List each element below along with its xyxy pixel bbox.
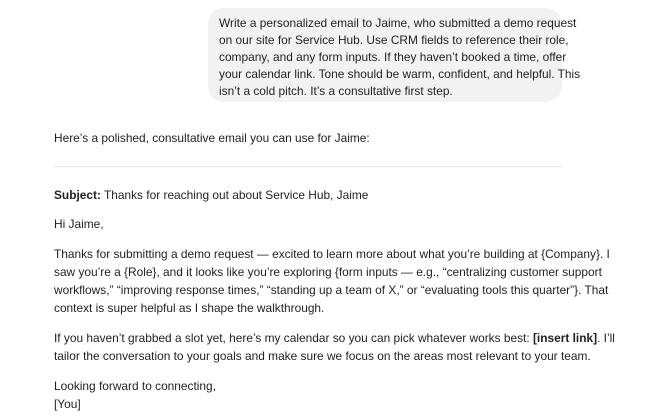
calendar-sentence: If you haven’t grabbed a slot yet, here’s my calendar so you can pick whatever works best: — [54, 331, 533, 345]
user-message-line: on our site for Service Hub. Use CRM fields to reference their role, — [219, 33, 569, 47]
divider — [54, 166, 562, 167]
subject-text: Thanks for reaching out about Service Hub, Jaime — [100, 188, 369, 202]
email-greeting: Hi Jaime, — [54, 217, 104, 231]
email-paragraph-line: workflows,” “improving response times,” “standing up a team of X,” or “evaluating tools this quarter”}. That — [54, 283, 609, 297]
subject-label: Subject: — [54, 188, 101, 202]
calendar-sentence-end: . I’ll — [597, 331, 615, 345]
user-message-bubble — [208, 8, 581, 102]
email-paragraph-line: tailor the conversation to your goals and make sure we focus on the areas most relevant to your team. — [54, 349, 591, 363]
email-subject — [54, 187, 368, 204]
email-closing: Looking forward to connecting, — [54, 379, 216, 393]
user-message-line: company, and any form inputs. If they haven’t booked a time, offer — [219, 50, 567, 64]
user-message-line: Write a personalized email to Jaime, who submitted a demo request — [219, 16, 577, 30]
user-message-line: isn’t a cold pitch. It’s a consultative first step. — [219, 84, 453, 98]
email-paragraph-line — [54, 330, 615, 347]
user-message-line: your calendar link. Tone should be warm, confident, and helpful. This — [219, 67, 581, 81]
response-intro: Here’s a polished, consultative email you can use for Jaime: — [54, 131, 370, 145]
email-paragraph-line: Thanks for submitting a demo request — excited to learn more about what you’re building at {Company}. I — [54, 247, 610, 261]
email-paragraph-line: saw you’re a {Role}, and it looks like you’re exploring {form inputs — e.g., “centralizing customer support — [54, 265, 602, 279]
calendar-link-placeholder: [insert link] — [532, 331, 598, 345]
email-signature: [You] — [54, 397, 81, 411]
email-paragraph-line: context is super helpful as I shape the walkthrough. — [54, 301, 325, 315]
